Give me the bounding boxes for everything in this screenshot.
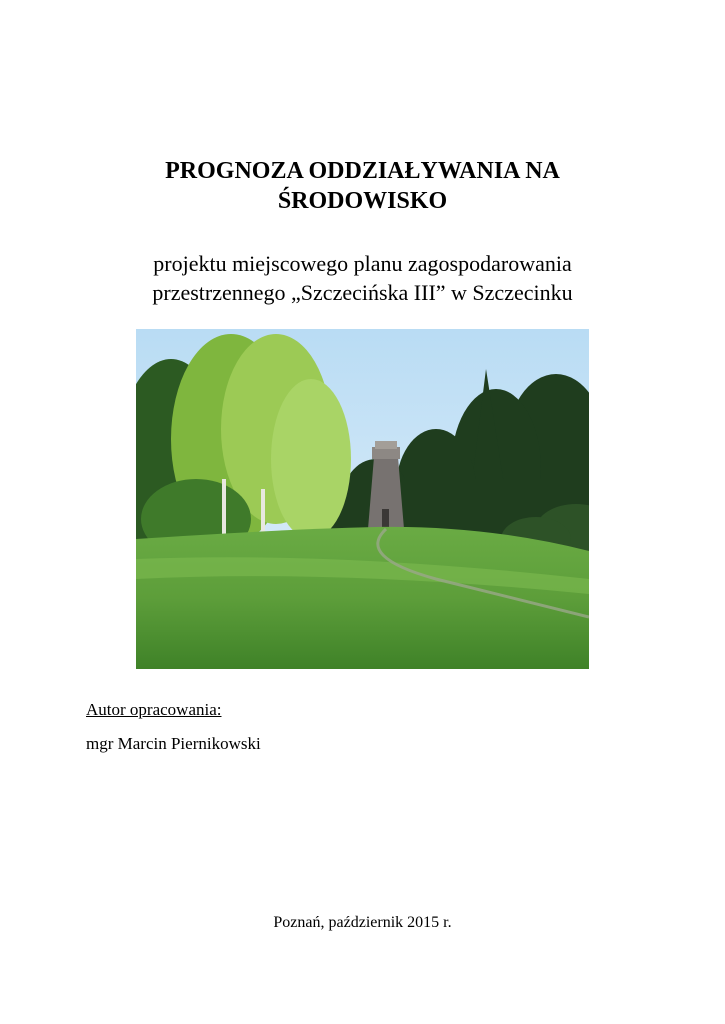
- document-title-line-1: PROGNOZA ODDZIAŁYWANIA NA: [165, 158, 560, 184]
- stone-tower: [368, 441, 404, 529]
- cover-photo: [136, 329, 589, 669]
- document-subtitle-line-2: przestrzennego „Szczecińska III” w Szczecinku: [152, 280, 573, 305]
- park-tower-illustration: [136, 329, 589, 669]
- place-and-date: Poznań, październik 2015 r.: [273, 914, 452, 931]
- author-name: mgr Marcin Piernikowski: [86, 734, 261, 753]
- author-label: Autor opracowania:: [86, 700, 222, 719]
- document-title-line-2: ŚRODOWISKO: [277, 188, 448, 214]
- document-subtitle-line-1: projektu miejscowego planu zagospodarowania: [153, 251, 572, 276]
- lawn: [136, 527, 589, 669]
